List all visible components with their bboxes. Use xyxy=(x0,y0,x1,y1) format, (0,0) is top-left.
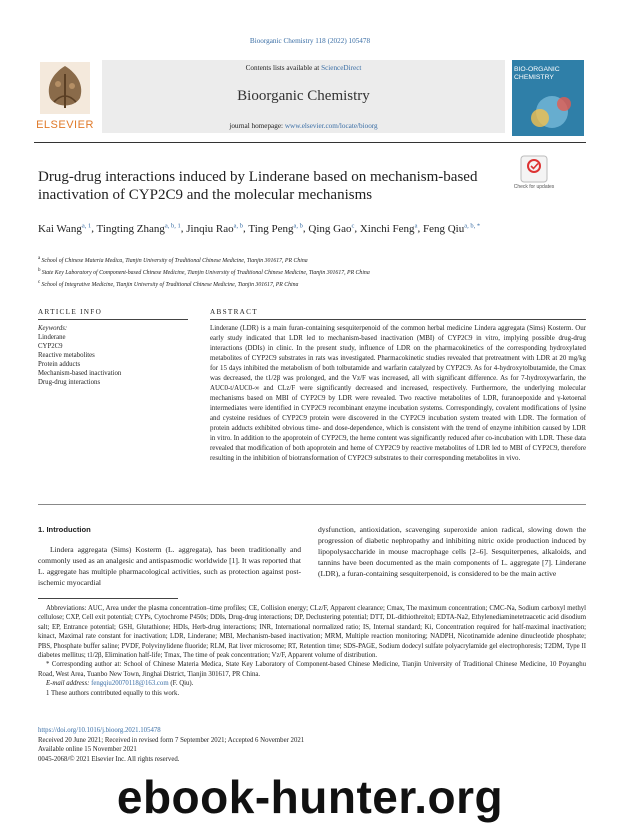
contents-prefix: Contents lists available at xyxy=(245,64,320,72)
affiliation-marker: a xyxy=(38,256,42,261)
keyword: Mechanism-based inactivation xyxy=(38,370,122,377)
corresponding-author-footnote: * Corresponding author at: School of Chinese Materia Medica, State Key Laboratory of Component-based Chinese Medicine, Tianjin University of Traditional Chinese Medicine, 10 Poyanghu Road, West Area, Tuanbo New Town, Jinghai District, Tianjin 301617, PR China. xyxy=(38,661,586,678)
author-name[interactable]: Feng Qiu xyxy=(422,222,465,235)
email-suffix: (F. Qiu). xyxy=(170,680,194,688)
sciencedirect-link[interactable]: ScienceDirect xyxy=(321,64,362,72)
section-title: 1. Introduction xyxy=(38,525,91,534)
article-title: Drug-drug interactions induced by Linderane based on mechanism-based inactivation of CYP2C9 and the molecular mechanisms xyxy=(38,169,478,203)
received-dates: Received 20 June 2021; Received in revised form 7 September 2021; Accepted 6 November 2021 xyxy=(38,736,305,744)
email-label: E-mail address: xyxy=(46,680,90,688)
author[interactable] xyxy=(186,223,243,235)
abstract-text: Linderane (LDR) is a main furan-containing sesquiterpenoid of the common herbal medicine Lindera aggregata (Sims) Kosterm. Our early study indicated that LDR led to mechanism-based inactivation (MBI) of CYP2C9 in vitro, implying possible drug-drug interactions (DDIs) in clinic. In the present study, influence of LDR on the pharmacokinetics of the corresponding hydroxylated metabolites of CYP2C9 substrates in rats was investigated. Pharmacokinetic studies revealed that pretreatment with LDR at 20 mg/kg for 15 days inhibited the metabolism of both tolbutamide and warfarin catalyzed by CYP2C9. As for 4-hydroxytolbutamide, the Cmax was decreased, the t1/2β was prolonged, and the Vz/F was increased, all with significant difference. As for 7-hydroxywarfarin, the AUC0-t/AUC0-∞ and CLz/F were significantly decreased and increased, respectively. Furthermore, the underlying molecular mechanisms based on MBI of CYP2C9 by LDR were revealed. Two reactive metabolites of LDR, furanoepoxide and γ-ketoenal intermediates were identified in CYP2C9 recombinant enzyme incubation systems. Correspondingly, covalent modifications of lysine and cysteine residues of CYP2C9 protein were discovered in the CYP2C9 incubation system treated with LDR. The formation of protein adducts exhibited obvious time- and dose-dependence, which is consistent with the trend of enzyme inhibition caused by LDR in vitro. In addition to the apoprotein of CYP2C9, the heme content was significantly reduced after co-incubation with LDR. These data revealed that modification of both apoprotein and heme of CYP2C9 by reactive metabolites of LDR led to MBI of CYP2C9, therefore resulting in the inhibition of biotransformation of CYP2C9 substrates to their corresponding metabolites in vivo. xyxy=(210,325,586,462)
affiliation-text: School of Chinese Materia Medica, Tianjin University of Traditional Chinese Medicine, Tianjin 301617, PR China xyxy=(41,257,308,264)
email-link[interactable]: fengqiu20070118@163.com xyxy=(91,680,169,688)
author-affiliation-marker[interactable]: a, b, * xyxy=(464,222,481,229)
affiliation xyxy=(38,278,578,290)
author-name[interactable]: Ting Peng xyxy=(248,222,294,235)
author[interactable] xyxy=(423,223,480,235)
author-name[interactable]: Qing Gao xyxy=(308,222,352,235)
body-left-column xyxy=(38,524,301,588)
keyword: Reactive metabolites xyxy=(38,352,95,359)
doi-link[interactable]: https://doi.org/10.1016/j.bioorg.2021.105478 xyxy=(38,727,161,734)
keyword: CYP2C9 xyxy=(38,343,63,350)
intro-paragraph: Lindera aggregata (Sims) Kosterm (L. aggregata), has been traditionally and commonly used as an analgesic and antispasmodic worldwide [1]. It was reported that L. aggregate has multiple pharmacological activities, such as protection against post-ischemic myocardial xyxy=(38,545,301,587)
article-info-heading: ARTICLE INFO xyxy=(38,308,103,316)
abstract-bottom-rule xyxy=(38,504,586,505)
affiliation xyxy=(38,266,578,278)
footnotes xyxy=(38,604,586,698)
keyword: Protein adducts xyxy=(38,361,81,368)
homepage-prefix: journal homepage: xyxy=(229,122,284,130)
author-affiliation-marker[interactable]: a, b xyxy=(233,222,244,229)
intro-paragraph-continued: dysfunction, antioxidation, scavenging superoxide anion radical, slowing down the progression of diabetic nephropathy and inhibiting nitric oxide production induced by lipopolysaccharide in mouse macrophage cells [2–6]. Sesquiterpenes, alkaloids, and tannins have been documented as the main components of L. aggregate [7]. Linderane (LDR), a furan-containing sesquiterpenoid, is considered to be the main active xyxy=(318,525,586,578)
article-info-rule xyxy=(38,319,188,320)
author[interactable] xyxy=(308,223,354,235)
contents-line xyxy=(102,64,505,72)
author[interactable] xyxy=(97,223,181,235)
affiliations xyxy=(38,254,578,290)
check-for-updates-label[interactable]: Check for updates xyxy=(513,184,555,190)
abstract-rule xyxy=(210,319,586,320)
cover-title: BIO-ORGANIC CHEMISTRY xyxy=(514,66,560,81)
publisher-name: ELSEVIER xyxy=(36,119,94,131)
body-right-column xyxy=(318,524,586,579)
author-list: Kai Wang$^{a, 1}$, Tingting Zhang$^{a, b, 1}$, Jinqiu Rao$^{a, b}$, Ting Peng$^{a, b}$, Qing Gao$^c$, Xinchi Feng$^a$, Feng Qiu$^{a, b, *}$ xyxy=(38,222,481,235)
keywords-label: Keywords: xyxy=(38,325,68,332)
keyword: Drug-drug interactions xyxy=(38,379,101,386)
affiliation xyxy=(38,254,578,266)
article-meta xyxy=(38,726,438,764)
check-for-updates-icon[interactable] xyxy=(520,155,548,183)
affiliation-text: School of Integrative Medicine, Tianjin University of Traditional Chinese Medicine, Tianjin 301617, PR China xyxy=(41,281,299,288)
author-affiliation-marker[interactable]: a xyxy=(414,222,418,229)
author-name[interactable]: Xinchi Feng xyxy=(359,222,415,235)
header-divider xyxy=(34,142,586,143)
author-affiliation-marker[interactable]: c xyxy=(351,222,355,229)
affiliation-marker: b xyxy=(38,267,42,273)
watermark: ebook-hunter.org xyxy=(116,771,504,823)
equal-contribution-footnote: 1 These authors contributed equally to this work. xyxy=(46,689,180,697)
journal-homepage xyxy=(102,122,505,130)
affiliation-marker: c xyxy=(38,279,42,285)
journal-name: Bioorganic Chemistry xyxy=(237,88,370,104)
affiliation-text: State Key Laboratory of Component-based Chinese Medicine, Tianjin University of Traditional Chinese Medicine, Tianjin 301617, PR China xyxy=(41,269,370,276)
email-footnote xyxy=(38,679,586,688)
homepage-link[interactable]: www.elsevier.com/locate/bioorg xyxy=(284,122,378,130)
author[interactable] xyxy=(248,223,303,235)
author-name[interactable]: Jinqiu Rao xyxy=(186,222,234,235)
author-affiliation-marker[interactable]: a, b, 1 xyxy=(164,222,181,229)
available-online: Available online 15 November 2021 xyxy=(38,746,137,754)
keyword: Linderane xyxy=(38,334,66,341)
footnote-rule xyxy=(38,598,178,599)
author[interactable] xyxy=(38,223,91,235)
keywords-block xyxy=(38,324,198,387)
author-name[interactable]: Tingting Zhang xyxy=(96,222,165,235)
journal-reference[interactable]: Bioorganic Chemistry 118 (2022) 105478 xyxy=(249,37,371,45)
abstract-heading: ABSTRACT xyxy=(210,308,258,316)
author-name[interactable]: Kai Wang xyxy=(38,222,82,235)
copyright: 0045-2068/© 2021 Elsevier Inc. All rights reserved. xyxy=(38,755,180,763)
author[interactable] xyxy=(360,223,418,235)
author-affiliation-marker[interactable]: a, b xyxy=(293,222,303,229)
author-affiliation-marker[interactable]: a, 1 xyxy=(81,222,92,229)
abbreviations-footnote: Abbreviations: AUC, Area under the plasma concentration–time profiles; CE, Collision energy; CLz/F, Apparent clearance; Cmax, The maximum concentration; CMC-Na, Sodium carboxyl methyl cellulose; CXP, Cell exit potential; CYPs, Cytochrome P450s; DDIs, Drug-drug interactions; DP, Declustering potential; DTT, DL-dithiothreitol; EDTA-Na2, Ethylenediaminetetraacetic acid disodium salt; EP, Entrance potential; GSH, Glutathione; HDIs, Herb-drug interactions; INR, International normalized ratio; IS, Internal standard; Ki, Concentration required for half-maximal inactivation; kinact, Maximal rate constant for inactivation; LDR, Linderane; MBI, Mechanism-based inactivation; MRM, Multiple reaction monitoring; NADPH, Nicotinamide adenine dinucleotide phosphate; PBS, Phosphate buffer saline; PVDF, Polyvinylidene fluoride; RLM, Rat liver microsome; RT, Retention time; SDS-PAGE, Sodium dodecyl sulfate polyacrylamide gel electrophoresis; T2DM, Type II diabetes mellitus; t1/2β, Elimination half-life; Tmax, The time of peak concentration; Vz/F, Apparent volume of distribution. xyxy=(38,605,586,660)
